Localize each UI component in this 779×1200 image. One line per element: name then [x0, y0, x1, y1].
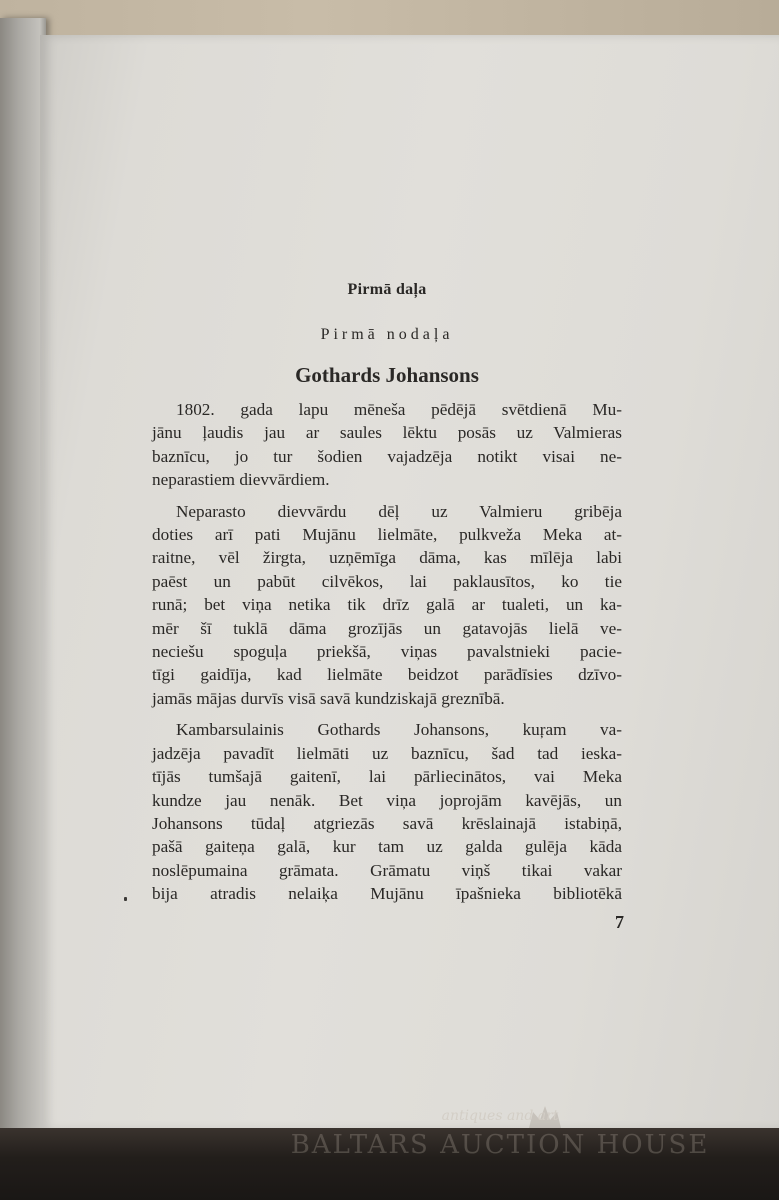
text-line: jānu ļaudis jau ar saules lēktu posās uz Valmieras: [152, 423, 622, 443]
text-line: bija atradis nelaiķa Mujānu īpašnieka bibliotēkā: [152, 884, 622, 904]
text-line: neparastiem dievvārdiem.: [152, 470, 330, 490]
paragraph-1: [152, 398, 622, 492]
text-line: raitne, vēl žirgta, uzņēmīga dāma, kas mīlēja labi: [152, 548, 622, 568]
part-title: Pirmā daļa: [347, 281, 427, 298]
text-line: doties arī pati Mujānu lielmāte, pulkveža Meka at-: [152, 525, 622, 545]
text-line: baznīcu, jo tur šodien vajadzēja notikt visai ne-: [152, 446, 622, 466]
text-line: tījās tumšajā gaitenī, lai pārliecinātos, vai Meka: [152, 767, 622, 787]
text-line: Neparasto dievvārdu dēļ uz Valmieru gribēja: [176, 501, 622, 521]
text-line: noslēpumaina grāmata. Grāmatu viņš tikai vakar: [152, 860, 622, 880]
auction-watermark: [290, 1108, 710, 1168]
text-line: jadzēja pavadīt lielmāti uz baznīcu, šad tad ieska-: [152, 743, 622, 763]
text-line: pašā gaiteņa galā, kur tam uz galda gulēja kāda: [152, 837, 622, 857]
watermark-tagline: antiques and art: [441, 1108, 559, 1124]
text-line: runā; bet viņa netika tik drīz galā ar tualeti, un ka-: [152, 595, 622, 615]
page-number: 7: [615, 912, 624, 932]
text-line: 1802. gada lapu mēneša pēdējā svētdienā Mu-: [176, 400, 622, 419]
paragraph-2: [152, 500, 622, 711]
chapter-title: Pirmā nodaļa: [320, 326, 454, 343]
page-text-block: [152, 276, 622, 906]
text-line: Kambarsulainis Gothards Johansons, kuŗam va-: [176, 720, 622, 740]
watermark-name: BALTARS AUCTION HOUSE: [290, 1130, 710, 1160]
paragraph-3: [152, 718, 622, 905]
text-line: neciešu spoguļa priekšā, viņas pavalstnieki pacie-: [152, 642, 622, 662]
text-line: paēst un pabūt cilvēkos, lai paklausītos, ko tie: [152, 571, 622, 591]
text-line: Johansons tūdaļ atgriezās savā krēslainajā istabiņā,: [152, 813, 622, 833]
ink-speck: [124, 897, 127, 901]
text-line: mēr šī tuklā dāma grozījās un gatavojās lielā ve-: [152, 618, 622, 638]
text-line: jamās mājas durvīs visā savā kundziskajā greznībā.: [152, 688, 505, 708]
section-title: Gothards Johansons: [295, 363, 479, 387]
text-line: kundze jau nenāk. Bet viņa joprojām kavējās, un: [152, 790, 622, 810]
text-line: tīgi gaidīja, kad lielmāte beidzot parādīsies dzīvo-: [152, 665, 622, 685]
